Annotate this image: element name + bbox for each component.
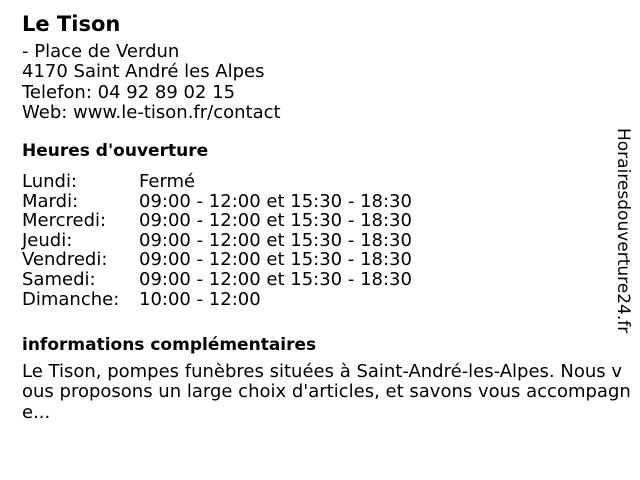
hours-value: 09:00 - 12:00 et 15:30 - 18:30 [139,268,412,290]
hours-day-label: Mardi: [22,190,79,212]
page-title: Le Tison [22,12,121,36]
address-street: - Place de Verdun [22,41,180,62]
hours-day-label: Jeudi: [22,229,73,251]
hours-row [22,192,412,212]
website-link[interactable]: Web: www.le-tison.fr/contact [22,102,281,124]
info-description: Le Tison, pompes funèbres situées à Saint-André-les-Alpes. Nous vous proposons un large choix d'articles, et savons vous accompagne... [22,361,631,423]
hours-value: 09:00 - 12:00 et 15:30 - 18:30 [139,210,412,232]
hours-table [22,172,412,309]
hours-value: 10:00 - 12:00 [139,288,261,310]
hours-heading: Heures d'ouverture [22,141,209,161]
hours-row [22,211,412,231]
hours-day-label: Lundi: [22,171,78,192]
address-city: 4170 Saint André les Alpes [22,61,265,83]
hours-day-label: Dimanche: [22,288,120,310]
hours-value: 09:00 - 12:00 et 15:30 - 18:30 [139,190,412,212]
hours-row [22,231,412,251]
hours-row [22,270,412,290]
hours-row [22,172,412,192]
hours-value: 09:00 - 12:00 et 15:30 - 18:30 [139,229,412,251]
info-heading: informations complémentaires [22,335,317,355]
contact-block [22,42,281,124]
hours-day-label: Vendredi: [22,249,108,271]
hours-row [22,290,412,310]
hours-row [22,250,412,270]
phone-line: Telefon: 04 92 89 02 15 [22,81,236,103]
watermark-site-link[interactable]: Horairesdouverture24.fr [613,128,633,334]
hours-day-label: Samedi: [22,268,96,290]
hours-value: Fermé [139,171,196,192]
hours-day-label: Mercredi: [22,210,107,232]
hours-value: 09:00 - 12:00 et 15:30 - 18:30 [139,249,412,271]
